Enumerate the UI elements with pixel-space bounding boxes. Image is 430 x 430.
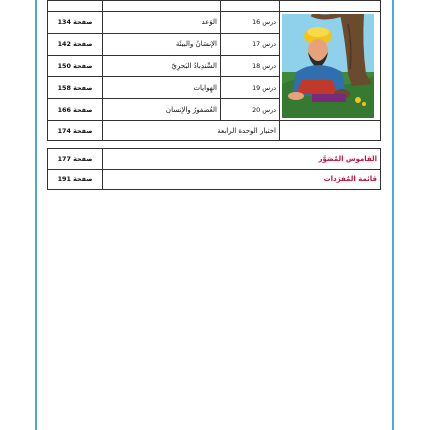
- lesson-title: العُصفورُ والإنسان: [103, 99, 221, 121]
- lesson-title: السِّندِبادُ البَحرِيّ: [103, 55, 221, 77]
- lesson-number: درس 20: [221, 99, 280, 121]
- unit-test-title: اختبار الوحدة الرابعة: [103, 121, 280, 141]
- lesson-number: درس 19: [221, 77, 280, 99]
- page-number: صفحة 174: [48, 121, 103, 141]
- table-row: [48, 149, 381, 169]
- table-of-contents: [47, 0, 381, 190]
- lesson-title: الهِوايات: [103, 77, 221, 99]
- page-number: صفحة 134: [48, 12, 103, 34]
- page-number: صفحة 166: [48, 99, 103, 121]
- illustration-cell: [280, 12, 381, 121]
- lesson-title: الوَعد: [103, 12, 221, 34]
- page-number: صفحة 191: [48, 169, 103, 189]
- page-number: صفحة 158: [48, 77, 103, 99]
- lesson-number: درس 16: [221, 12, 280, 34]
- man-with-turban-under-tree-illustration: [282, 14, 374, 118]
- page-number: صفحة 150: [48, 55, 103, 77]
- table-row: [48, 1, 381, 12]
- table-row: [48, 12, 381, 34]
- appendix-title-vocabulary: قائمة المُفرَدات: [103, 169, 381, 189]
- lesson-title: الإنسَانُ والبيئَة: [103, 33, 221, 55]
- table-row: [48, 169, 381, 189]
- lesson-number: درس 17: [221, 33, 280, 55]
- table-row: [48, 121, 381, 141]
- appendix-title-dictionary: القاموس المُصَوَّر: [103, 149, 381, 169]
- lesson-number: درس 18: [221, 55, 280, 77]
- page-number: صفحة 142: [48, 33, 103, 55]
- table-spacer: [48, 141, 381, 149]
- page-number: صفحة 177: [48, 149, 103, 169]
